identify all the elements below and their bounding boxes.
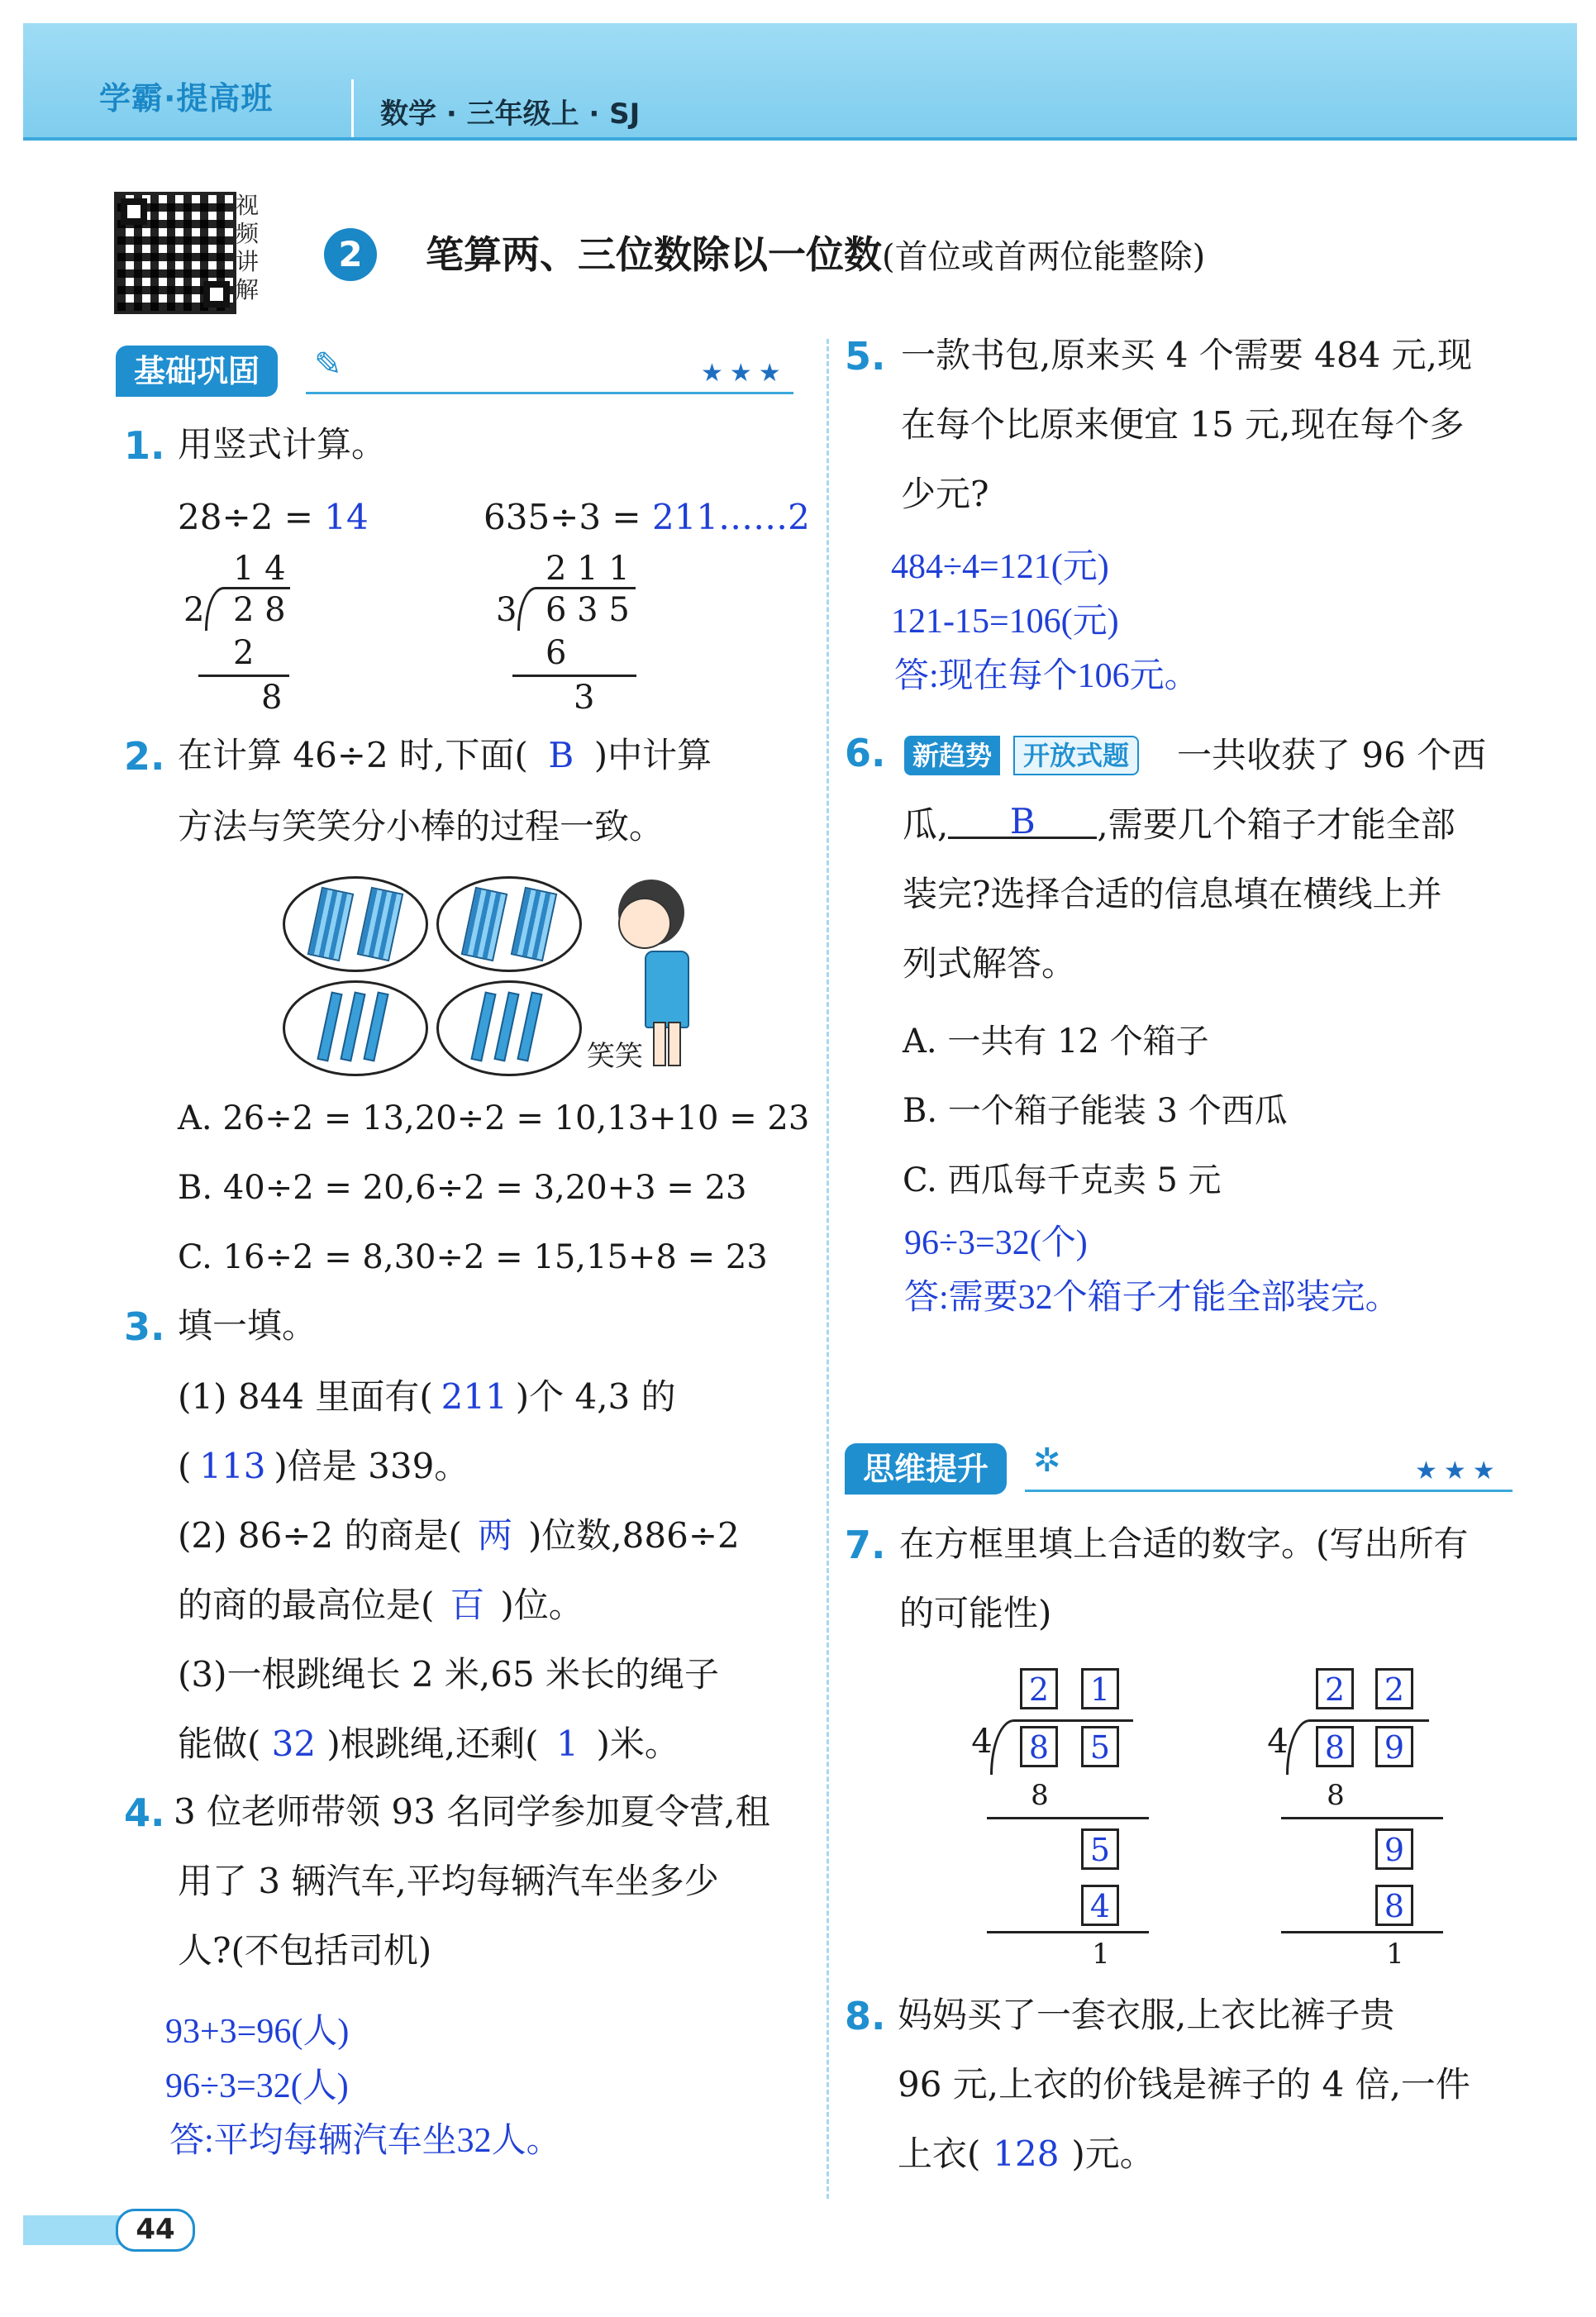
ld1-quotient: 1 4 (233, 550, 286, 588)
sparkle-icon: ✲ (1033, 1442, 1061, 1480)
section-underline (306, 392, 793, 394)
q1-eq1-expr: 28÷2 = (178, 497, 313, 537)
brand-logo-text: 学霸·提高班 (99, 80, 274, 117)
ld1-dividend: 2 8 (233, 591, 286, 629)
q3-p2-a: (2) 86÷2 的商是( (178, 1515, 462, 1556)
q6-blank-answer: B (948, 807, 1097, 839)
q2-line1 (178, 737, 712, 774)
q4-line1: 3 位老师带领 93 名同学参加夏令营,租 (174, 1791, 770, 1832)
difficulty-stars-icon: ★★★ (701, 359, 788, 388)
q7-div2-line2 (1281, 1931, 1443, 1933)
q6-answer: 答:需要32个箱子才能全部装完。 (904, 1279, 1400, 1317)
q1-eq1-answer: 14 (324, 497, 369, 537)
ld1-step1: 2 (233, 634, 255, 672)
q8-number: 8. (845, 1994, 886, 2038)
q3-p2-answer1: 两 (477, 1515, 512, 1556)
pencil-icon: ✎ (314, 346, 342, 384)
q8-answer: 128 (993, 2133, 1060, 2174)
ld1-step2: 8 (261, 679, 283, 717)
q7-div1-step-box: 4 (1081, 1885, 1119, 1926)
q7-div1-line1 (987, 1817, 1149, 1819)
header-subtitle: 数学 · 三年级上 · SJ (380, 98, 641, 131)
ld1-divisor: 2 (183, 591, 205, 629)
q3-p2-c: 的商的最高位是( (178, 1585, 435, 1625)
q3-p1-d: )倍是 339。 (274, 1446, 469, 1486)
q6-work1: 96÷3=32(个) (904, 1224, 1088, 1262)
q1-eq1 (178, 499, 369, 536)
q4-line3: 人?(不包括司机) (178, 1930, 432, 1971)
q3-p1-answer1: 211 (441, 1376, 507, 1417)
tag-open-question: 开放式题 (1013, 736, 1139, 775)
q6-line2 (903, 801, 1455, 845)
q7-div1-quotient-box: 2 (1020, 1668, 1058, 1709)
q7-div2-remainder: 1 (1386, 1938, 1404, 1971)
q7-div2-step-box: 9 (1375, 1828, 1413, 1870)
q7-div2-divisor: 4 (1267, 1723, 1289, 1761)
q3-text: 填一填。 (178, 1305, 317, 1346)
page-title (426, 225, 1205, 279)
q7-div1-dividend-box: 5 (1081, 1726, 1119, 1767)
q4-work1: 93+3=96(人) (165, 2013, 350, 2051)
girl-label: 笑笑 (587, 1040, 643, 1073)
ld2-step1: 6 (545, 634, 567, 672)
q5-line3: 少元? (901, 474, 989, 514)
q7-div2-step-box: 8 (1375, 1885, 1413, 1926)
q7-line2: 的可能性) (899, 1593, 1052, 1633)
q6-line4: 列式解答。 (903, 943, 1077, 984)
ld1-line (198, 675, 289, 677)
difficulty-stars-icon: ★★★ (1415, 1456, 1502, 1485)
q1-number: 1. (124, 423, 165, 468)
header-divider (351, 79, 354, 137)
q2-number: 2. (124, 734, 165, 779)
q3-p2-b: )位数,886÷2 (527, 1515, 740, 1556)
q7-div1-divisor: 4 (971, 1723, 993, 1761)
q6-option-b: B. 一个箱子能装 3 个西瓜 (903, 1092, 1288, 1130)
q3-p3-line2 (178, 1723, 679, 1764)
q6-line2-b: ,需要几个箱子才能全部 (1097, 804, 1455, 845)
ld2-line (512, 675, 636, 677)
q3-p3-c: )根跳绳,还剩( (326, 1723, 539, 1764)
q5-work2: 121-15=106(元) (891, 603, 1119, 641)
ld2-dividend: 6 3 5 (545, 591, 630, 629)
q1-eq2-answer: 211……2 (651, 497, 810, 537)
q2-option-a: A. 26÷2 = 13,20÷2 = 10,13+10 = 23 (178, 1099, 810, 1137)
q3-p3-b: 能做( (178, 1723, 261, 1764)
q3-p1-line1 (178, 1376, 676, 1417)
q7-div1-quotient-box: 1 (1081, 1668, 1119, 1709)
qr-label: 视频讲解 (236, 192, 260, 303)
q7-line1: 在方框里填上合适的数字。(写出所有 (899, 1523, 1469, 1564)
q3-p2-d: )位。 (500, 1585, 584, 1625)
q2-option-c: C. 16÷2 = 8,30÷2 = 15,15+8 = 23 (178, 1238, 768, 1276)
q6-option-a: A. 一共有 12 个箱子 (903, 1023, 1209, 1061)
q1-eq2 (484, 499, 810, 536)
q6-line3: 装完?选择合适的信息填在横线上并 (903, 874, 1442, 914)
q3-p3-d: )米。 (596, 1723, 679, 1764)
girl-leg-icon (668, 1022, 681, 1066)
q7-div1-remainder: 1 (1092, 1938, 1110, 1971)
column-divider (827, 339, 829, 2199)
girl-body-icon (645, 951, 689, 1028)
q8-line3 (898, 2133, 1155, 2174)
q7-div1-step-box: 5 (1081, 1828, 1119, 1870)
q4-number: 4. (124, 1790, 165, 1835)
oval-bundles-1 (283, 876, 428, 972)
q1-eq2-expr: 635÷3 = (484, 497, 641, 537)
q2-answer: B (548, 735, 574, 775)
section-tab-basic: 基础巩固 (116, 346, 278, 397)
q4-line2: 用了 3 辆汽车,平均每辆汽车坐多少 (178, 1861, 719, 1901)
page-title-sub: (首位或首两位能整除) (882, 238, 1206, 276)
ld2-step2: 3 (574, 679, 595, 717)
section-underline (1025, 1490, 1513, 1492)
q6-number: 6. (845, 731, 886, 775)
section-tab-thinking: 思维提升 (845, 1443, 1007, 1495)
q7-div2-quotient-box: 2 (1316, 1668, 1354, 1709)
q3-p3-answer1: 32 (271, 1723, 317, 1764)
q7-div2-dividend-box: 9 (1375, 1726, 1413, 1767)
q5-number: 5. (845, 334, 886, 379)
q3-p3-answer2: 1 (556, 1723, 579, 1764)
q7-div1-line2 (987, 1931, 1149, 1933)
q3-p3-line1: (3)一根跳绳长 2 米,65 米长的绳子 (178, 1654, 720, 1695)
q5-line1: 一款书包,原来买 4 个需要 484 元,现 (901, 335, 1472, 375)
q6-line1: 一共收获了 96 个西 (1177, 735, 1487, 775)
q2-line2: 方法与笑笑分小棒的过程一致。 (178, 806, 665, 846)
q3-p1-a: (1) 844 里面有( (178, 1376, 433, 1417)
page-number: 44 (116, 2209, 195, 2252)
q5-answer: 答:现在每个106元。 (894, 657, 1199, 695)
q7-div2-dividend-box: 8 (1316, 1726, 1354, 1767)
q3-p1-b: )个 4,3 的 (515, 1376, 676, 1417)
q2-option-b: B. 40÷2 = 20,6÷2 = 3,20+3 = 23 (178, 1169, 747, 1207)
q3-p1-answer2: 113 (199, 1446, 266, 1486)
section-number-badge: 2 (324, 228, 377, 281)
q7-div2-quotient-box: 2 (1375, 1668, 1413, 1709)
q8-line3-a: 上衣( (898, 2133, 981, 2174)
q3-p2-answer2: 百 (450, 1585, 485, 1625)
q6-option-c: C. 西瓜每千克卖 5 元 (903, 1161, 1222, 1199)
q7-div2-step1: 8 (1327, 1779, 1345, 1812)
q4-answer: 答:平均每辆汽车坐32人。 (169, 2122, 561, 2160)
page-title-main: 笔算两、三位数除以一位数 (426, 232, 882, 277)
q4-work2: 96÷3=32(人) (165, 2067, 349, 2105)
q8-line2: 96 元,上衣的价钱是裤子的 4 倍,一件 (898, 2064, 1470, 2105)
ld2-divisor: 3 (496, 591, 517, 629)
q6-line2-a: 瓜, (903, 804, 949, 845)
q7-div2-line1 (1281, 1817, 1443, 1819)
q8-line3-b: )元。 (1071, 2133, 1155, 2174)
qr-code-icon[interactable] (114, 192, 236, 314)
ld2-quotient: 2 1 1 (545, 550, 630, 588)
q7-div1-step1: 8 (1031, 1779, 1049, 1812)
q7-number: 7. (845, 1523, 886, 1567)
q1-text: 用竖式计算。 (178, 424, 387, 465)
q5-work1: 484÷4=121(元) (891, 548, 1109, 586)
tag-new-trend: 新趋势 (904, 736, 1000, 775)
q3-p1-c: ( (178, 1446, 192, 1486)
q8-line1: 妈妈买了一套衣服,上衣比裤子贵 (898, 1995, 1395, 2035)
q3-p1-line2 (178, 1448, 469, 1485)
girl-leg-icon (653, 1022, 666, 1066)
q2-line1-a: 在计算 46÷2 时,下面( (178, 735, 528, 775)
q3-p2-line2 (178, 1587, 584, 1623)
q5-line2: 在每个比原来便宜 15 元,现在每个多 (901, 404, 1465, 445)
q3-number: 3. (124, 1304, 165, 1349)
q3-p2-line1 (178, 1515, 740, 1556)
q2-line1-b: )中计算 (593, 735, 712, 775)
girl-face-icon (618, 898, 671, 949)
q7-div1-dividend-box: 8 (1020, 1726, 1058, 1767)
oval-bundles-2 (436, 876, 582, 972)
